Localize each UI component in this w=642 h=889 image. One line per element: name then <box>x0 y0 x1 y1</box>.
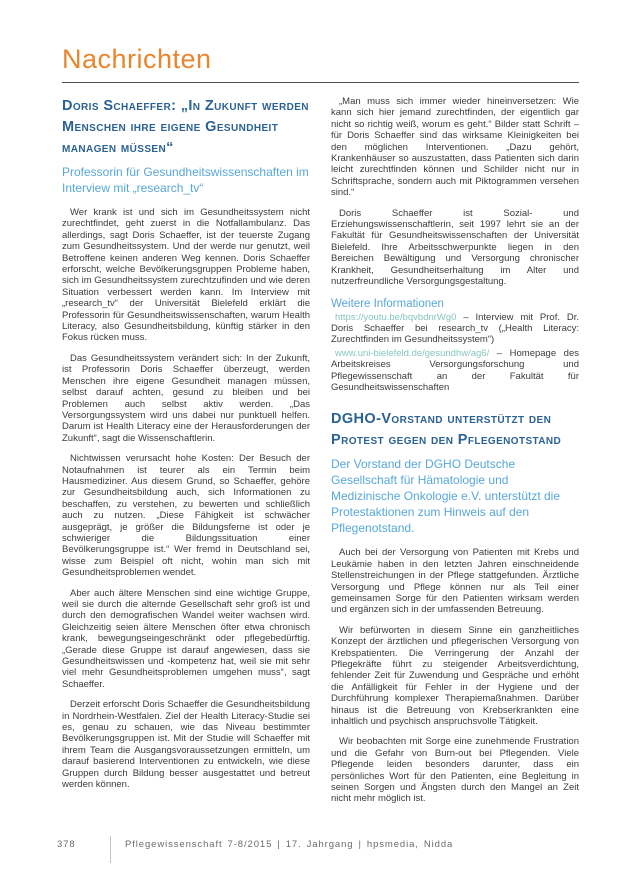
article2-paragraph: Wir beobachten mit Sorge eine zunehmende Frustration und die Gefahr von Burn-out bei Pflegenden. Viele Pflegende leiden besonders darunter, dass ein persönliches Wort für den Patienten, eine Begleitung in seinen Sorgen und Ängsten durch den Mangel an Zeit nicht mehr möglich ist. <box>331 736 579 805</box>
homepage-link-description: – Homepage des Arbeitskreises Versorgungsforschung und Pflegewissenschaft an der Fakultät für Gesundheitswissenschaften <box>331 347 579 393</box>
youtube-link-description: – Interview mit Prof. Dr. Doris Schaeffer bei research_tv („Health Literacy: Zurechtfinden im Gesundheitssystem“) <box>331 311 579 346</box>
info-link-homepage-line <box>331 348 579 394</box>
youtube-link[interactable]: https://youtu.be/bqvbdnrWg0 <box>335 311 457 323</box>
info-link-youtube-line <box>331 312 579 346</box>
article1-paragraph: „Man muss sich immer wieder hineinversetzen: Wie kann sich hier jemand zurechtfinden, der eigentlich gar nicht so richtig weiß, worum es geht.“ Bilder statt Schrift – für Doris Schaeffer sind das wirksame Kleinigkeiten bei den möglichen Interventionen. „Dazu gehört, Krankenhäuser so auszustatten, dass Patienten sich darin leicht zurechtfinden können und Schilder nicht nur in Schriftsprache, sondern auch mit Piktogrammen versehen sind.“ <box>331 96 579 199</box>
article1-paragraph: Nichtwissen verursacht hohe Kosten: Der Besuch der Notaufnahmen ist teurer als ein Termin beim Hausmediziner. Aus diesem Grund, so Schaeffer, gehöre zur Gesundheitsbildung auch, sich Informationen zu beschaffen, zu verstehen, zu bewerten und schließlich auch zu nutzen. „Diese Fähigkeit ist schwächer ausgeprägt, je größer die Bildungsferne ist oder je schwieriger die Bildungssituation einer Bevölkerungsgruppe ist.“ Wer fremd in Deutschland sei, wisse zum Beispiel oft nicht, wohin man sich mit Gesundheitsproblemen wendet. <box>62 453 310 579</box>
article1-title: Doris Schaeffer: „In Zukunft werden Menschen ihre eigene Gesundheit managen müssen“ <box>62 98 309 156</box>
left-column <box>62 96 310 814</box>
section-rule <box>62 82 579 83</box>
footer-page-number: 378 <box>57 839 76 850</box>
article1-paragraph: Derzeit erforscht Doris Schaeffer die Gesundheitsbildung in Nordrhein-Westfalen. Ziel der Health Literacy-Studie sei es, genau zu schauen, wie das Niveau bestimmter Bevölkerungsgruppen ist. Mit der Studie will Schaeffer mit ihrem Team die Ausgangsvoraussetzungen ermitteln, um darauf basierend Interventionen zu entwickeln, wie diese Gruppen durch Bildung besser ausgestattet und betreut werden können. <box>62 699 310 791</box>
article1-subtitle: Professorin für Gesundheitswissenschaften im Interview mit „research_tv“ <box>62 165 309 195</box>
right-column <box>331 96 579 814</box>
article2-paragraph: Auch bei der Versorgung von Patienten mit Krebs und Leukämie haben in den letzten Jahren einschneidende Stellenstreichungen in der Pflege stattgefunden. Ärztliche Versorgung und Pflege können nur als Teil einer gemeinsamen Sorge für den Patienten wirksam werden und ergänzen sich in der umfassenden Betreuung. <box>331 547 579 616</box>
page-title: Nachrichten <box>62 44 212 74</box>
article1-paragraph: Aber auch ältere Menschen sind eine wichtige Gruppe, weil sie durch die alternde Gesellschaft sehr groß ist und durch den demografischen Wandel weiter wachsen wird. Gleichzeitig seien ältere Menschen öfter etwa chronisch krank, bewegungseingeschränkt oder pflegebedürftig. „Gerade diese Gruppe ist darauf angewiesen, dass sie Gesundheitswissen und -kompetenz hat, weil sie mit sehr viel mehr Gesundheitsproblemen umgehen muss“, sagt Schaeffer. <box>62 587 310 690</box>
article2-title: DGHO-Vorstand unterstützt den Protest gegen den Pflegenotstand <box>331 411 562 449</box>
article1-paragraph: Das Gesundheitssystem verändert sich: In der Zukunft, ist Professorin Doris Schaeffer überzeugt, werden Menschen ihre eigene Gesundheit managen müssen, selbst darauf achten, gesund zu bleiben und bei Problemen auch selbst aktiv werden. „Das Versorgungssystem wird uns dabei nur punktuell helfen. Darum ist Health Literacy eine der Herausforderungen der Zukunft“, sagt die Wissenschaftlerin. <box>62 352 310 444</box>
homepage-link[interactable]: www.uni-bielefeld.de/gesundhw/ag6/ <box>335 347 490 359</box>
two-column-layout <box>62 96 579 814</box>
footer-journal-info: Pflegewissenschaft 7-8/2015 | 17. Jahrgang | hpsmedia, Nidda <box>125 839 454 850</box>
more-info-heading: Weitere Informationen <box>331 297 444 310</box>
page-content <box>62 44 579 814</box>
article2-paragraph: Wir befürworten in diesem Sinne ein ganzheitliches Konzept der ärztlichen und pflegerischen Versorgung von Krebspatienten. Die Verringerung der Anzahl der Pflegekräfte führt zu steigender Arbeitsverdichtung, fehlender Zeit für Zuwendung und Gespräche und erhöht die Anfälligkeit für Fehler in der Hygiene und der Durchführung komplexer Therapiemaßnahmen. Darüber hinaus ist die Betreuung von Krebserkrankten eine inhaltlich und psychisch anspruchsvolle Tätigkeit. <box>331 624 579 728</box>
article1-paragraph: Wer krank ist und sich im Gesundheitssystem nicht zurechtfindet, geht zuerst in die Notfallambulanz. Das allerdings, sagt Doris Schaeffer, ist der teuerste Zugang zum Gesundheitssystem. Und der werde nur genutzt, weil Betroffene keinen anderen Weg kennen. Doris Schaeffer erforscht, welche Bevölkerungsgruppen Probleme haben, sich im Gesundheitssystem zurechtzufinden und wie deren Situation verbessert werden kann. Im Interview mit „research_tv“ der Universität Bielefeld erklärt die Professorin für Gesundheitswissenschaften, warum Health Literacy, also Gesundheitsbildung, künftig stärker in den Fokus rücken muss. <box>62 207 310 344</box>
article2-subtitle: Der Vorstand der DGHO Deutsche Gesellschaft für Hämatologie und Medizinische Onkologie e.V. unterstützt die Protestaktionen zum Hinweis auf den Pflegenotstand. <box>331 457 561 536</box>
footer-divider <box>110 836 111 863</box>
article1-paragraph: Doris Schaeffer ist Sozial- und Erziehungswissenschaftlerin, seit 1997 lehrt sie an der Fakultät für Gesundheitswissenschaften der Universität Bielefeld. Ihre Arbeitsschwerpunkte liegen in den Bereichen Bewältigung und Versorgung chronischer Krankheit, Gesundheitserhaltung im Alter und nutzerfreundliche Versorgungsgestaltung. <box>331 207 579 288</box>
page-footer <box>0 836 642 866</box>
article2 <box>331 409 579 805</box>
